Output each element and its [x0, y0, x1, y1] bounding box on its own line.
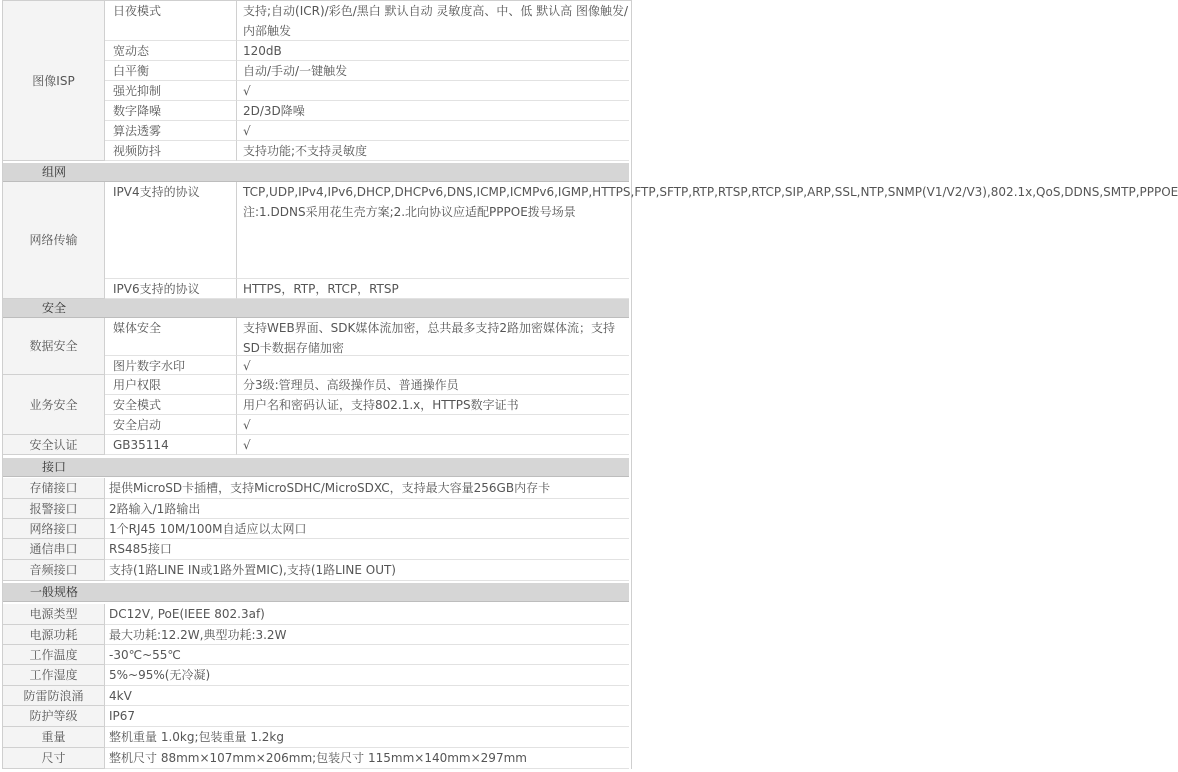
label-storage-interface: 存储接口	[3, 478, 105, 499]
label-operating-humidity: 工作湿度	[3, 665, 105, 686]
section-header-general	[3, 583, 629, 602]
value-storage-interface: 提供MicroSD卡插槽，支持MicroSDHC/MicroSDXC，支持最大容量256GB内存卡	[105, 478, 629, 499]
value-operating-temp: -30℃~55℃	[105, 645, 629, 665]
value-eis: 支持功能;不支持灵敏度	[237, 141, 629, 161]
section-header-security	[3, 299, 629, 318]
feature-wdr: 宽动态	[105, 41, 237, 61]
value-media-security: 支持WEB界面、SDK媒体流加密，总共最多支持2路加密媒体流；支持SD卡数据存储加密	[237, 318, 629, 356]
feature-gb35114: GB35114	[105, 435, 237, 455]
label-network-interface: 网络接口	[3, 519, 105, 539]
section-header-interfaces	[3, 458, 629, 477]
feature-secure-boot: 安全启动	[105, 415, 237, 435]
feature-watermark: 图片数字水印	[105, 356, 237, 375]
label-protection-level: 防护等级	[3, 706, 105, 727]
label-alarm-interface: 报警接口	[3, 499, 105, 519]
category-network-transport: 网络传输	[3, 182, 105, 299]
feature-user-permission: 用户权限	[105, 375, 237, 395]
value-power-type: DC12V, PoE(IEEE 802.3af)	[105, 604, 629, 625]
value-secure-boot: √	[237, 415, 629, 435]
value-surge-protection: 4kV	[105, 686, 629, 706]
value-protection-level: IP67	[105, 706, 629, 727]
feature-white-balance: 白平衡	[105, 61, 237, 81]
feature-security-mode: 安全模式	[105, 395, 237, 415]
value-dimensions: 整机尺寸 88mm×107mm×206mm;包装尺寸 115mm×140mm×297mm	[105, 748, 629, 769]
section-title-interfaces: 接口	[41, 460, 66, 474]
label-audio-interface: 音频接口	[3, 560, 105, 581]
value-audio-interface: 支持(1路LINE IN或1路外置MIC),支持(1路LINE OUT)	[105, 560, 629, 581]
category-security-cert: 安全认证	[3, 435, 105, 455]
value-user-permission: 分3级:管理员、高级操作员、普通操作员	[237, 375, 629, 395]
feature-day-night: 日夜模式	[105, 1, 237, 41]
section-header-network	[3, 163, 629, 182]
feature-ipv6-protocols: IPV6支持的协议	[105, 279, 237, 299]
value-alarm-interface: 2路输入/1路输出	[105, 499, 629, 519]
label-operating-temp: 工作温度	[3, 645, 105, 665]
label-weight: 重量	[3, 727, 105, 748]
value-security-mode: 用户名和密码认证，支持802.1.x，HTTPS数字证书	[237, 395, 629, 415]
category-business-security: 业务安全	[3, 375, 105, 435]
category-image-isp: 图像ISP	[3, 1, 105, 161]
category-data-security: 数据安全	[3, 318, 105, 375]
value-gb35114: √	[237, 435, 629, 455]
feature-ipv4-protocols: IPV4支持的协议	[105, 182, 237, 279]
value-ipv4-protocols: TCP,UDP,IPv4,IPv6,DHCP,DHCPv6,DNS,ICMP,ICMPv6,IGMP,HTTPS,FTP,SFTP,RTP,RTSP,RTCP,SIP,ARP,SSL,NTP,SNMP(V1/V2/V3),802.1x,QoS,DDNS,SMTP,PPPOE 注:1.DDNS采用花生壳方案;2.北向协议应适配PPPOE拨号场景	[237, 182, 629, 279]
section-title-security: 安全	[41, 301, 66, 315]
feature-eis: 视频防抖	[105, 141, 237, 161]
value-operating-humidity: 5%~95%(无冷凝)	[105, 665, 629, 686]
label-power-type: 电源类型	[3, 604, 105, 625]
feature-defog: 算法透雾	[105, 121, 237, 141]
feature-hlc: 强光抑制	[105, 81, 237, 101]
section-title-network: 组网	[41, 165, 66, 179]
value-day-night: 支持;自动(ICR)/彩色/黑白 默认自动 灵敏度高、中、低 默认高 图像触发/内部触发	[237, 1, 629, 41]
value-serial-port: RS485接口	[105, 539, 629, 560]
label-power-consumption: 电源功耗	[3, 625, 105, 645]
value-ipv6-protocols: HTTPS，RTP，RTCP，RTSP	[237, 279, 629, 299]
feature-media-security: 媒体安全	[105, 318, 237, 356]
value-white-balance: 自动/手动/一键触发	[237, 61, 629, 81]
label-serial-port: 通信串口	[3, 539, 105, 560]
value-wdr: 120dB	[237, 41, 629, 61]
value-network-interface: 1个RJ45 10M/100M自适应以太网口	[105, 519, 629, 539]
value-watermark: √	[237, 356, 629, 375]
label-dimensions: 尺寸	[3, 748, 105, 769]
section-title-general: 一般规格	[29, 585, 78, 599]
label-surge-protection: 防雷防浪涌	[3, 686, 105, 706]
value-dnr: 2D/3D降噪	[237, 101, 629, 121]
value-defog: √	[237, 121, 629, 141]
feature-dnr: 数字降噪	[105, 101, 237, 121]
value-weight: 整机重量 1.0kg;包装重量 1.2kg	[105, 727, 629, 748]
value-power-consumption: 最大功耗:12.2W,典型功耗:3.2W	[105, 625, 629, 645]
value-hlc: √	[237, 81, 629, 101]
spec-table	[2, 0, 1178, 769]
